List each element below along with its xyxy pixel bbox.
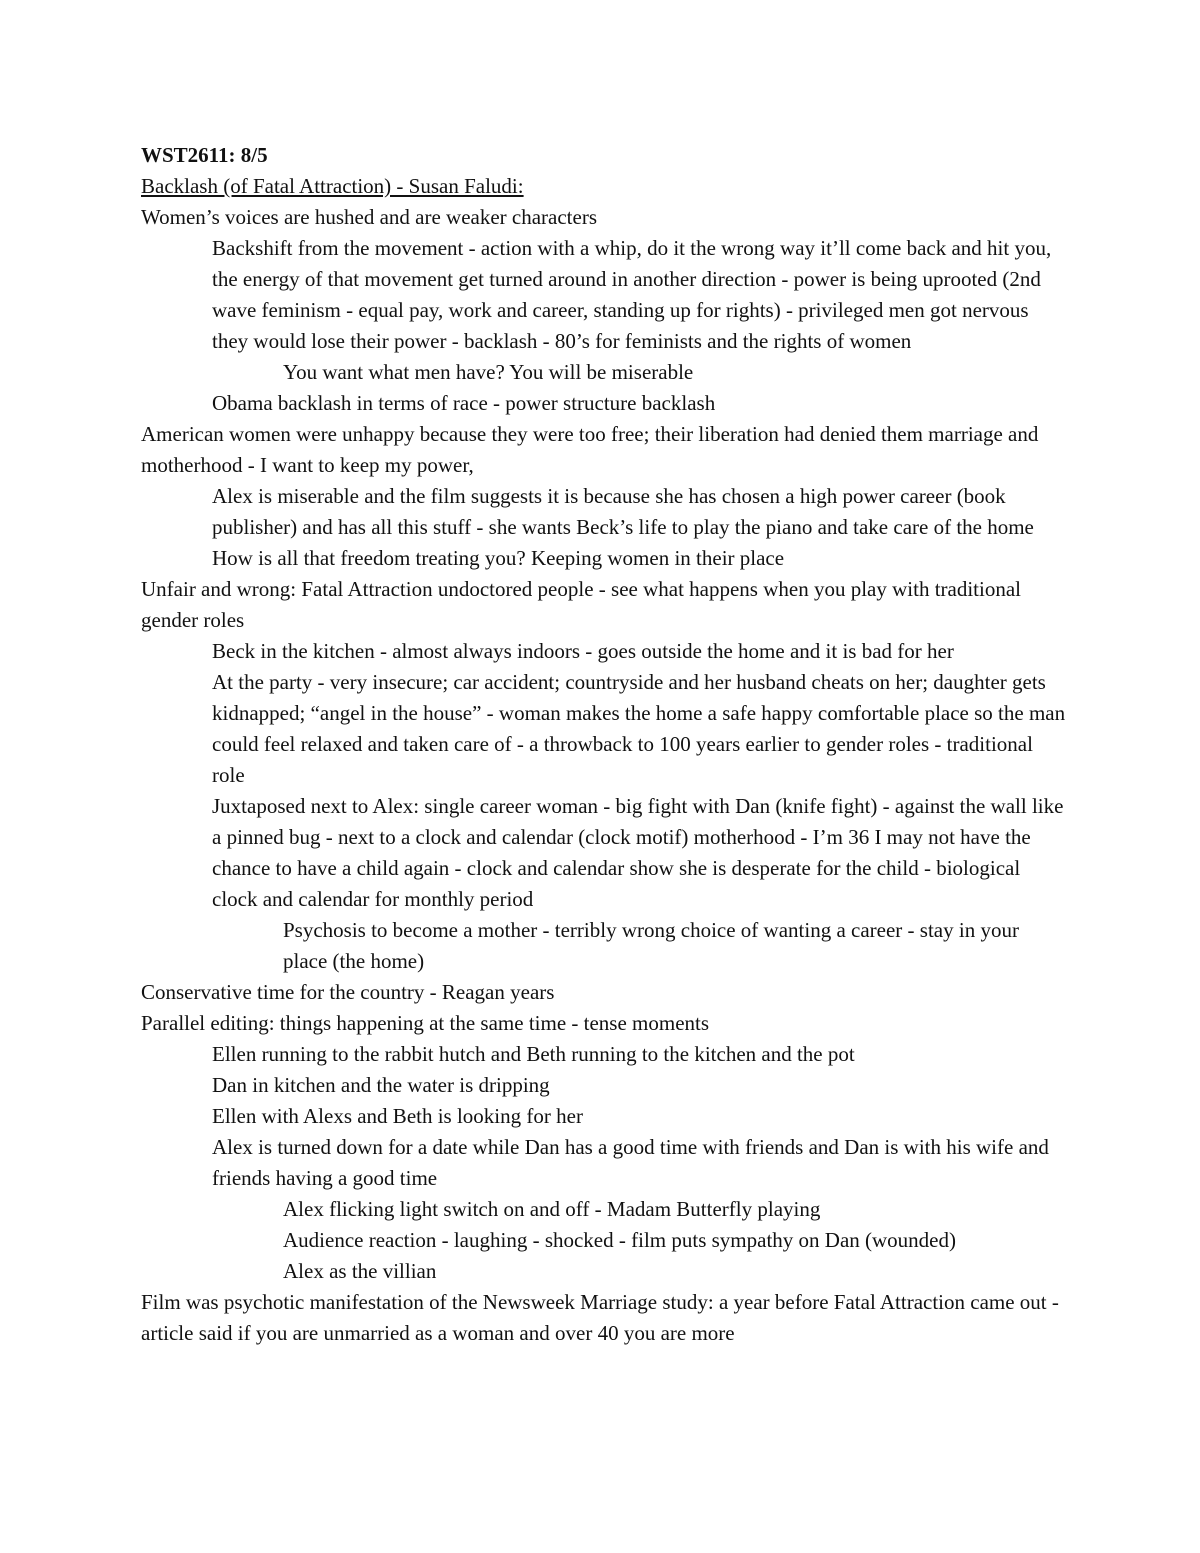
note-paragraph: Alex as the villian xyxy=(283,1259,437,1283)
note-paragraph: Obama backlash in terms of race - power structure backlash xyxy=(212,391,716,415)
note-paragraph: Unfair and wrong: Fatal Attraction undoctored people - see what happens when you play with traditional gender roles xyxy=(141,577,1022,632)
note-paragraph: Backshift from the movement - action with a whip, do it the wrong way it’ll come back and hit you, the energy of that movement get turned around in another direction - power is being uprooted (2nd wave feminism - equal pay, work and career, standing up for rights) - privileged men got nervous they would lose their power - backlash - 80’s for feminists and the rights of women xyxy=(212,236,1052,353)
note-paragraph: Beck in the kitchen - almost always indoors - goes outside the home and it is bad for her xyxy=(212,639,954,663)
note-paragraph: American women were unhappy because they were too free; their liberation had denied them marriage and motherhood - I want to keep my power, xyxy=(141,422,1039,477)
note-paragraph: Dan in kitchen and the water is dripping xyxy=(212,1073,550,1097)
note-paragraph: Alex is turned down for a date while Dan has a good time with friends and Dan is with his wife and friends having a good time xyxy=(212,1135,1049,1190)
note-paragraph: Audience reaction - laughing - shocked - film puts sympathy on Dan (wounded) xyxy=(283,1228,956,1252)
note-paragraph: Film was psychotic manifestation of the Newsweek Marriage study: a year before Fatal Attraction came out - article said if you are unmarried as a woman and over 40 you are more xyxy=(141,1290,1059,1345)
document-body xyxy=(141,140,1066,1349)
document-subtitle: Backlash (of Fatal Attraction) - Susan Faludi: xyxy=(141,174,524,198)
note-paragraph: Conservative time for the country - Reagan years xyxy=(141,980,555,1004)
note-paragraph: You want what men have? You will be miserable xyxy=(283,360,694,384)
note-paragraph: Ellen with Alexs and Beth is looking for her xyxy=(212,1104,583,1128)
note-paragraph: Juxtaposed next to Alex: single career woman - big fight with Dan (knife fight) - against the wall like a pinned bug - next to a clock and calendar (clock motif) motherhood - I’m 36 I may not have the chance to have a child again - clock and calendar show she is desperate for the child - biological clock and calendar for monthly period xyxy=(212,794,1064,911)
note-paragraph: Ellen running to the rabbit hutch and Beth running to the kitchen and the pot xyxy=(212,1042,855,1066)
note-paragraph: Alex flicking light switch on and off - Madam Butterfly playing xyxy=(283,1197,821,1221)
note-paragraph: Alex is miserable and the film suggests it is because she has chosen a high power career (book publisher) and has all this stuff - she wants Beck’s life to play the piano and take care of the home xyxy=(212,484,1034,539)
note-paragraph: At the party - very insecure; car accident; countryside and her husband cheats on her; daughter gets kidnapped; “angel in the house” - woman makes the home a safe happy comfortable place so the man could feel relaxed and taken care of - a throwback to 100 years earlier to gender roles - traditional role xyxy=(212,670,1066,787)
note-paragraph: Psychosis to become a mother - terribly wrong choice of wanting a career - stay in your place (the home) xyxy=(283,918,1019,973)
note-paragraph: How is all that freedom treating you? Keeping women in their place xyxy=(212,546,785,570)
document-title: WST2611: 8/5 xyxy=(141,143,268,167)
notes-list xyxy=(141,202,1066,1349)
note-paragraph: Women’s voices are hushed and are weaker characters xyxy=(141,205,598,229)
note-paragraph: Parallel editing: things happening at the same time - tense moments xyxy=(141,1011,710,1035)
